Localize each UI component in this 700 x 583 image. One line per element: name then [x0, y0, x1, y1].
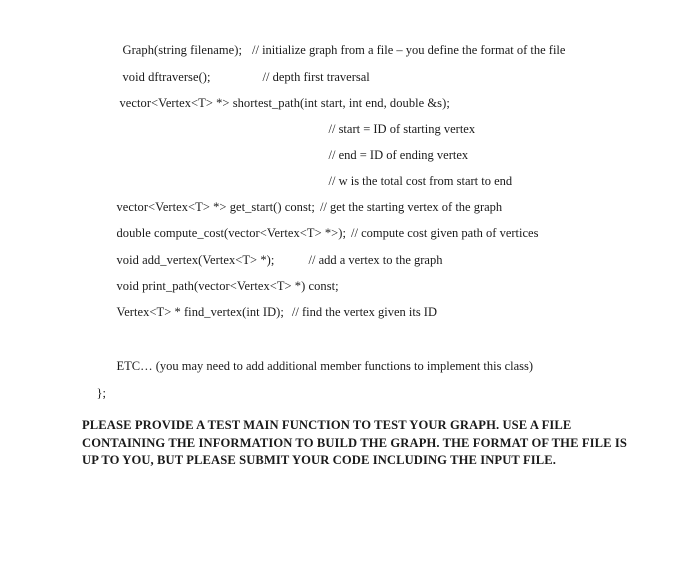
- code-comment: // w is the total cost from start to end: [328, 174, 513, 188]
- code-comment: // compute cost given path of vertices: [351, 226, 539, 240]
- code-comment: // depth first traversal: [262, 70, 370, 84]
- code-text: void dftraverse();: [122, 70, 211, 84]
- code-comment: // find the vertex given its ID: [291, 305, 437, 319]
- code-text: double compute_cost(vector<Vertex<T> *>);: [116, 226, 346, 240]
- code-text: void add_vertex(Vertex<T> *);: [116, 253, 275, 267]
- code-text: Graph(string filename);: [122, 43, 243, 57]
- code-comment: // initialize graph from a file – you define the format of the file: [252, 43, 566, 57]
- closing-brace: [84, 369, 106, 417]
- closing-text: };: [96, 386, 106, 400]
- code-comment: // start = ID of starting vertex: [328, 122, 476, 136]
- etc-note: [104, 342, 533, 390]
- code-text: void print_path(vector<Vertex<T> *) const;: [116, 279, 339, 293]
- code-comment: // get the starting vertex of the graph: [319, 200, 503, 214]
- code-text: vector<Vertex<T> *> get_start() const;: [116, 200, 315, 214]
- code-text: Vertex<T> * find_vertex(int ID);: [116, 305, 284, 319]
- code-comment: // add a vertex to the graph: [308, 253, 443, 267]
- code-comment: // end = ID of ending vertex: [328, 148, 469, 162]
- submission-instructions: PLEASE PROVIDE A TEST MAIN FUNCTION TO TEST YOUR GRAPH. USE A FILE CONTAINING THE INFORMATION TO BUILD THE GRAPH. THE FORMAT OF THE FILE IS UP TO YOU, BUT PLEASE SUBMIT YOUR CODE INCLUDING THE INPUT FILE.: [82, 418, 627, 467]
- etc-text: ETC… (you may need to add additional member functions to implement this class): [116, 359, 534, 373]
- code-line-find-vertex: [104, 288, 437, 336]
- code-text: vector<Vertex<T> *> shortest_path(int start, int end, double &s);: [119, 96, 450, 110]
